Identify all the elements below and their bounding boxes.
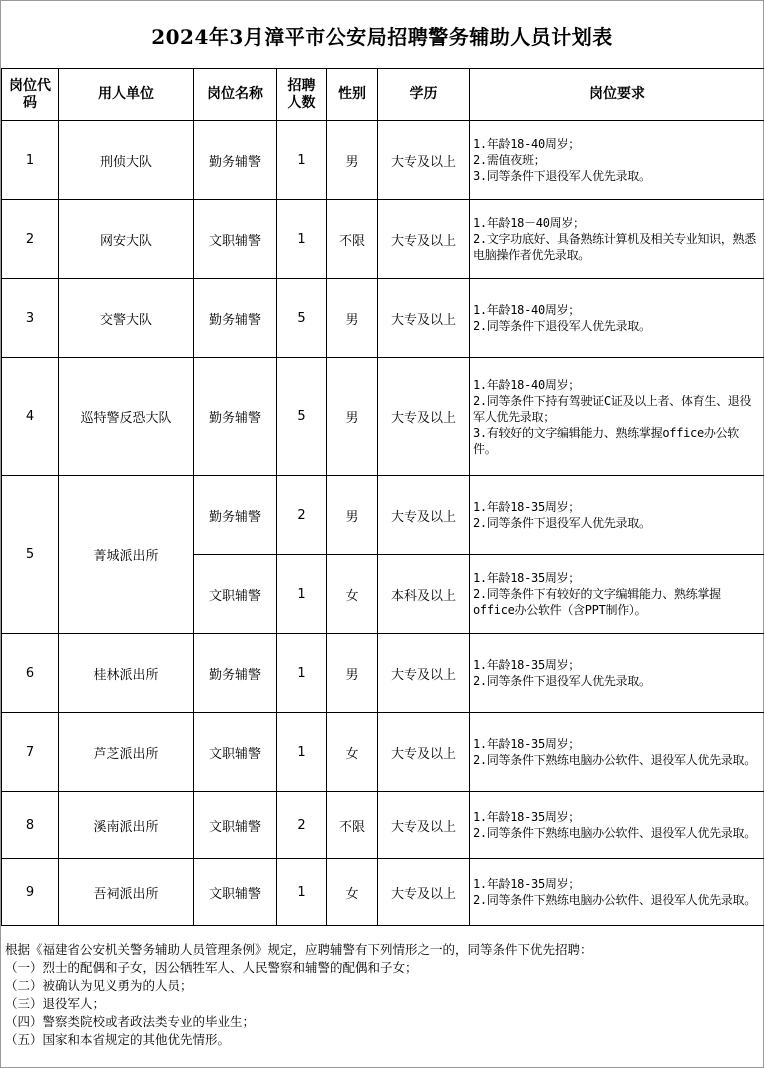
cell-count: 5 [277, 279, 327, 358]
cell-requirements [470, 859, 764, 926]
requirement-line: 2.同等条件下熟练电脑办公软件、退役军人优先录取。 [473, 893, 756, 907]
cell-post: 勤务辅警 [194, 634, 277, 713]
table-row [2, 358, 764, 476]
notes-section [5, 941, 761, 1049]
cell-education: 大专及以上 [378, 358, 470, 476]
cell-post: 勤务辅警 [194, 279, 277, 358]
table-row [2, 200, 764, 279]
cell-unit: 溪南派出所 [59, 792, 194, 859]
table-row [2, 121, 764, 200]
cell-education: 大专及以上 [378, 713, 470, 792]
requirement-line: 1.年龄18-35周岁； [473, 737, 580, 751]
cell-code: 6 [2, 634, 59, 713]
cell-requirements [470, 358, 764, 476]
cell-unit: 菁城派出所 [59, 476, 194, 634]
requirement-line: 1.年龄18-35周岁； [473, 810, 580, 824]
cell-gender: 男 [327, 358, 378, 476]
cell-requirements [470, 279, 764, 358]
cell-code: 2 [2, 200, 59, 279]
requirement-line: 1.年龄18-40周岁； [473, 377, 580, 392]
cell-code: 1 [2, 121, 59, 200]
cell-unit: 巡特警反恐大队 [59, 358, 194, 476]
cell-code: 7 [2, 713, 59, 792]
header-row [2, 69, 764, 121]
table-row [2, 859, 764, 926]
requirement-line: 2.同等条件下退役军人优先录取。 [473, 674, 651, 688]
notes-item: （四）警察类院校或者政法类专业的毕业生； [5, 1014, 256, 1029]
cell-code: 4 [2, 358, 59, 476]
requirement-line: 2.同等条件下熟练电脑办公软件、退役军人优先录取。 [473, 753, 756, 767]
cell-count: 1 [277, 121, 327, 200]
cell-count: 2 [277, 792, 327, 859]
cell-count: 1 [277, 555, 327, 634]
cell-education: 本科及以上 [378, 555, 470, 634]
cell-education: 大专及以上 [378, 476, 470, 555]
cell-count: 1 [277, 713, 327, 792]
cell-post: 勤务辅警 [194, 358, 277, 476]
requirement-line: 1.年龄18-35周岁； [473, 658, 580, 672]
cell-education: 大专及以上 [378, 279, 470, 358]
requirement-line: 2.同等条件下有较好的文字编辑能力、熟练掌握office办公软件（含PPT制作）。 [473, 587, 721, 617]
cell-count: 1 [277, 634, 327, 713]
cell-gender: 男 [327, 121, 378, 200]
cell-gender: 女 [327, 555, 378, 634]
requirement-line: 1.年龄18-35周岁； [473, 877, 580, 891]
cell-gender: 女 [327, 713, 378, 792]
cell-gender: 不限 [327, 792, 378, 859]
header-gender: 性别 [327, 69, 378, 121]
cell-code: 3 [2, 279, 59, 358]
cell-gender: 男 [327, 476, 378, 555]
cell-code: 9 [2, 859, 59, 926]
cell-unit: 网安大队 [59, 200, 194, 279]
cell-education: 大专及以上 [378, 859, 470, 926]
cell-code: 8 [2, 792, 59, 859]
cell-unit: 桂林派出所 [59, 634, 194, 713]
cell-count: 1 [277, 859, 327, 926]
cell-requirements [470, 476, 764, 555]
table-row [2, 713, 764, 792]
requirement-line: 1.年龄18－40周岁； [473, 216, 585, 230]
cell-post: 文职辅警 [194, 859, 277, 926]
table-row [2, 279, 764, 358]
cell-post: 文职辅警 [194, 713, 277, 792]
cell-requirements [470, 121, 764, 200]
cell-education: 大专及以上 [378, 200, 470, 279]
page-title: 2024年3月漳平市公安局招聘警务辅助人员计划表 [151, 25, 613, 49]
requirement-line: 3.同等条件下退役军人优先录取。 [473, 169, 651, 183]
table-row [2, 634, 764, 713]
requirement-line: 1.年龄18-35周岁； [473, 571, 580, 585]
cell-unit: 刑侦大队 [59, 121, 194, 200]
cell-gender: 女 [327, 859, 378, 926]
header-unit: 用人单位 [59, 69, 194, 121]
cell-post: 勤务辅警 [194, 121, 277, 200]
cell-unit: 吾祠派出所 [59, 859, 194, 926]
cell-unit: 芦芝派出所 [59, 713, 194, 792]
notes-intro: 根据《福建省公安机关警务辅助人员管理条例》规定，应聘辅警有下列情形之一的，同等条件下优先招聘： [5, 942, 593, 957]
cell-requirements [470, 713, 764, 792]
cell-education: 大专及以上 [378, 121, 470, 200]
notes-item: （五）国家和本省规定的其他优先情形。 [5, 1032, 231, 1047]
cell-requirements [470, 634, 764, 713]
cell-requirements [470, 555, 764, 634]
cell-gender: 男 [327, 634, 378, 713]
requirement-line: 1.年龄18-35周岁； [473, 500, 580, 514]
cell-gender: 男 [327, 279, 378, 358]
cell-unit: 交警大队 [59, 279, 194, 358]
requirement-line: 2.同等条件下退役军人优先录取。 [473, 516, 651, 530]
cell-education: 大专及以上 [378, 634, 470, 713]
recruitment-plan-table [1, 68, 764, 926]
notes-item: （一）烈士的配偶和子女，因公牺牲军人、人民警察和辅警的配偶和子女； [5, 960, 418, 975]
cell-education: 大专及以上 [378, 792, 470, 859]
header-edu: 学历 [378, 69, 470, 121]
cell-code: 5 [2, 476, 59, 634]
table-row [2, 476, 764, 555]
requirement-line: 2.需值夜班； [473, 153, 546, 167]
cell-post: 文职辅警 [194, 200, 277, 279]
header-count: 招聘人数 [277, 69, 327, 121]
requirement-line: 2.同等条件下熟练电脑办公软件、退役军人优先录取。 [473, 826, 756, 840]
cell-post: 文职辅警 [194, 792, 277, 859]
requirement-line: 2.文字功底好、具备熟练计算机及相关专业知识，熟悉电脑操作者优先录取。 [473, 232, 756, 262]
notes-item: （二）被确认为见义勇为的人员； [5, 978, 193, 993]
cell-gender: 不限 [327, 200, 378, 279]
requirement-line: 2.同等条件下持有驾驶证C证及以上者、体育生、退役军人优先录取； [473, 393, 752, 424]
cell-post: 文职辅警 [194, 555, 277, 634]
requirement-line: 2.同等条件下退役军人优先录取。 [473, 319, 651, 333]
cell-post: 勤务辅警 [194, 476, 277, 555]
cell-count: 5 [277, 358, 327, 476]
cell-requirements [470, 200, 764, 279]
requirement-line: 1.年龄18-40周岁； [473, 303, 580, 317]
requirement-line: 1.年龄18-40周岁； [473, 137, 580, 151]
requirement-line: 3.有较好的文字编辑能力、熟练掌握office办公软件。 [473, 425, 739, 456]
header-post: 岗位名称 [194, 69, 277, 121]
notes-item: （三）退役军人； [5, 996, 106, 1011]
cell-requirements [470, 792, 764, 859]
cell-count: 2 [277, 476, 327, 555]
header-requirements: 岗位要求 [470, 69, 764, 121]
table-row [2, 792, 764, 859]
header-code: 岗位代码 [2, 69, 59, 121]
cell-count: 1 [277, 200, 327, 279]
